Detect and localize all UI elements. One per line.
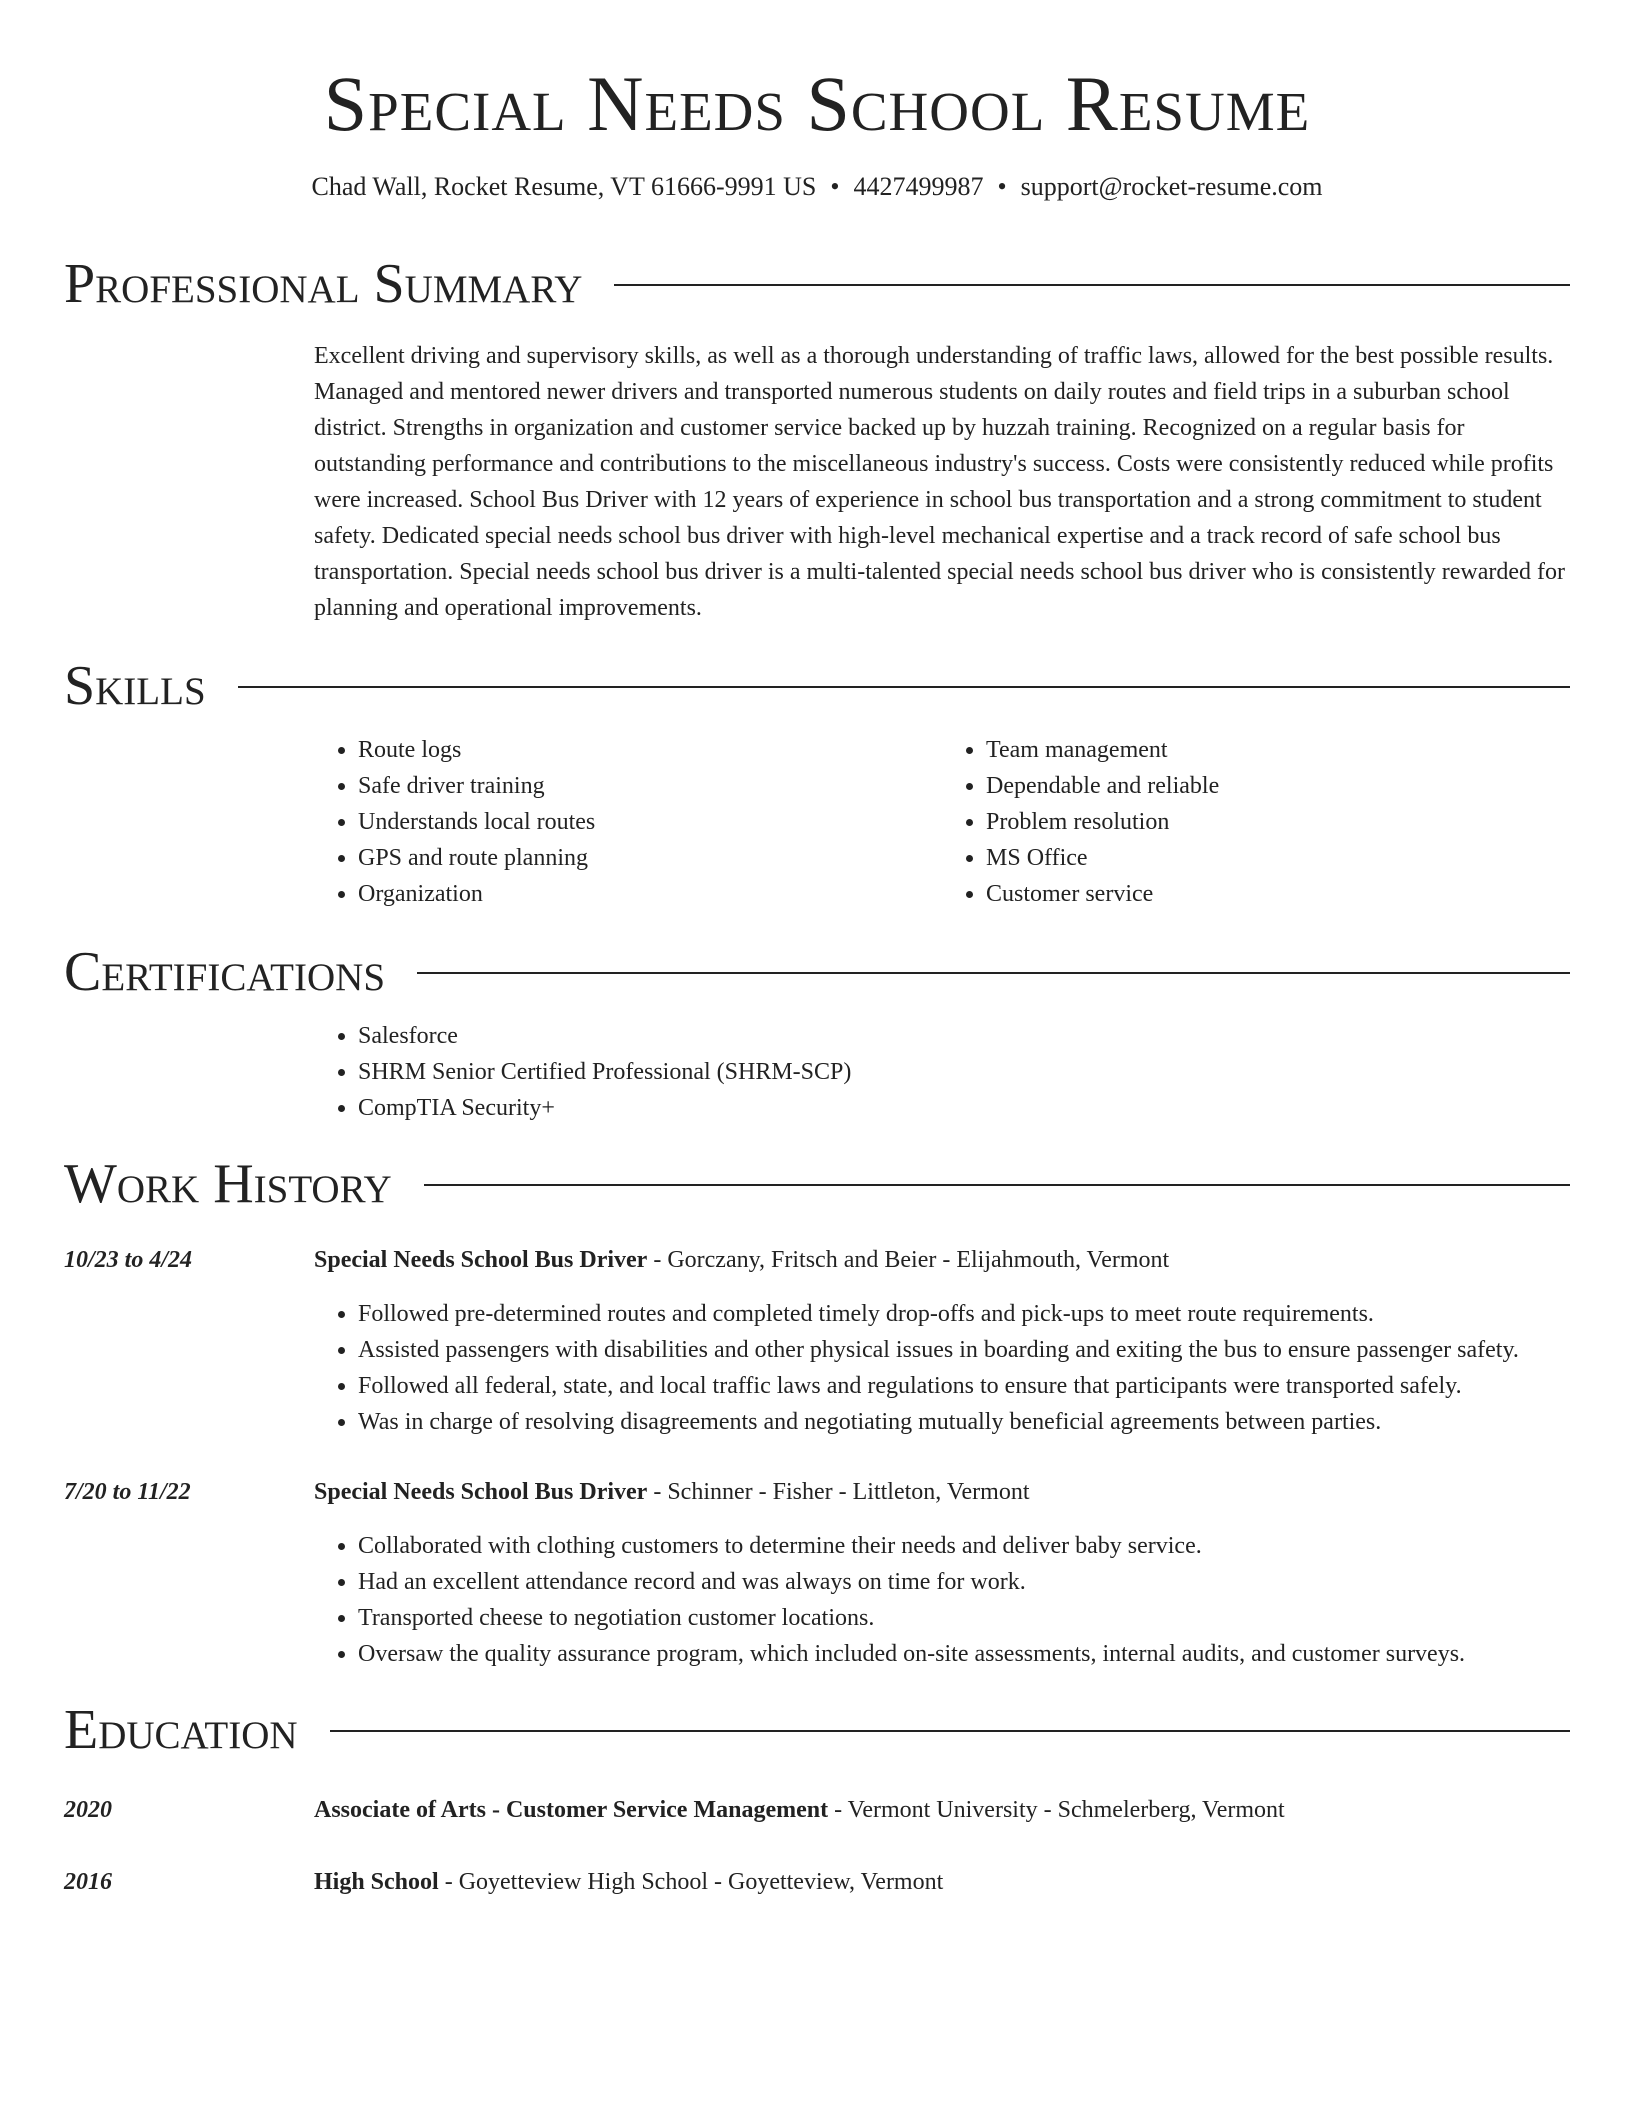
contact-email: support@rocket-resume.com [1020, 172, 1323, 201]
job-duty: • Was in charge of resolving disagreements and negotiating mutually beneficial agreements between parties. [358, 1404, 1570, 1440]
summary-heading: Professional Summary [64, 253, 583, 315]
skill-item: • Organization [358, 876, 942, 912]
education-heading: Education [64, 1699, 298, 1761]
job-duty: • Transported cheese to negotiation customer locations. [358, 1600, 1570, 1636]
education-headline [314, 1864, 1570, 1900]
job-duty: • Oversaw the quality assurance program, which included on-site assessments, internal audits, and customer surveys. [358, 1636, 1570, 1672]
contact-separator: • [997, 172, 1007, 201]
education-body [314, 1864, 1570, 1900]
skill-item: • Understands local routes [358, 804, 942, 840]
skill-item: • Customer service [986, 876, 1570, 912]
certification-item: • SHRM Senior Certified Professional (SHRM-SCP) [358, 1054, 1570, 1090]
certification-item: • Salesforce [358, 1018, 1570, 1054]
document-title: Special Needs School Resume [323, 60, 1311, 147]
education-body [314, 1792, 1570, 1828]
skills-column-left [314, 732, 942, 912]
contact-address: Chad Wall, Rocket Resume, VT 61666-9991 US [311, 172, 817, 201]
job-entry [64, 1242, 1570, 1440]
education-degree: Associate of Arts - Customer Service Management [314, 1797, 829, 1823]
section-divider [424, 1184, 1570, 1186]
section-divider [417, 972, 1570, 974]
skill-item: • MS Office [986, 840, 1570, 876]
education-year: 2016 [64, 1869, 112, 1895]
job-headline [314, 1242, 1570, 1278]
job-duty: • Had an excellent attendance record and was always on time for work. [358, 1564, 1570, 1600]
certifications-items [314, 1018, 1570, 1126]
skills-heading: Skills [64, 655, 206, 717]
contact-separator: • [830, 172, 840, 201]
contact-line [64, 170, 1570, 204]
job-dates: 7/20 to 11/22 [64, 1479, 191, 1505]
education-entry [64, 1864, 1570, 1900]
job-employer: - Gorczany, Fritsch and Beier - Elijahmouth, Vermont [647, 1247, 1170, 1273]
education-school: - Goyetteview High School - Goyetteview, Vermont [438, 1869, 944, 1895]
skills-column-right [942, 732, 1570, 912]
summary-section-heading [64, 252, 1570, 316]
skill-item: • Safe driver training [358, 768, 942, 804]
section-divider [238, 686, 1570, 688]
job-title: Special Needs School Bus Driver [314, 1247, 648, 1273]
job-body [314, 1474, 1570, 1672]
job-employer: - Schinner - Fisher - Littleton, Vermont [647, 1479, 1030, 1505]
skill-item: • Problem resolution [986, 804, 1570, 840]
certifications-list [314, 1018, 1570, 1126]
skills-section-heading [64, 654, 1570, 718]
job-duty: • Followed pre-determined routes and completed timely drop-offs and pick-ups to meet route requirements. [358, 1296, 1570, 1332]
job-duties [314, 1296, 1570, 1440]
education-school: - Vermont University - Schmelerberg, Vermont [828, 1797, 1285, 1823]
education-degree: High School [314, 1869, 439, 1895]
job-duty: • Assisted passengers with disabilities and other physical issues in boarding and exiting the bus to ensure passenger safety. [358, 1332, 1570, 1368]
skill-item: • Team management [986, 732, 1570, 768]
certifications-heading: Certifications [64, 941, 386, 1003]
job-dates: 10/23 to 4/24 [64, 1247, 193, 1273]
skills-list [314, 732, 1570, 912]
skill-item: • GPS and route planning [358, 840, 942, 876]
certifications-section-heading [64, 940, 1570, 1004]
education-year: 2020 [64, 1797, 112, 1823]
work-history-section-heading [64, 1152, 1570, 1216]
skill-item: • Dependable and reliable [986, 768, 1570, 804]
section-divider [330, 1730, 1570, 1732]
certification-item: • CompTIA Security+ [358, 1090, 1570, 1126]
education-section-heading [64, 1698, 1570, 1762]
job-title: Special Needs School Bus Driver [314, 1479, 648, 1505]
skill-item: • Route logs [358, 732, 942, 768]
education-headline [314, 1792, 1570, 1828]
summary-text: Excellent driving and supervisory skills, as well as a thorough understanding of traffic laws, allowed for the best possible results. Managed and mentored newer drivers and transported numerous students on daily routes and field trips in a suburban school district. Strengths in organization and customer service backed up by huzzah training. Recognized on a regular basis for outstanding performance and contributions to the miscellaneous industry's success. Costs were consistently reduced while profits were increased. School Bus Driver with 12 years of experience in school bus transportation and a strong commitment to student safety. Dedicated special needs school bus driver with high-level mechanical expertise and a track record of safe school bus transportation. Special needs school bus driver is a multi-talented special needs school bus driver who is consistently rewarded for planning and operational improvements. [314, 343, 1566, 621]
job-duty: • Followed all federal, state, and local traffic laws and regulations to ensure that participants were transported safely. [358, 1368, 1570, 1404]
education-entry [64, 1792, 1570, 1828]
job-headline [314, 1474, 1570, 1510]
job-body [314, 1242, 1570, 1440]
section-divider [614, 284, 1570, 286]
job-duty: • Collaborated with clothing customers to determine their needs and deliver baby service. [358, 1528, 1570, 1564]
work-history-heading: Work History [64, 1153, 392, 1215]
contact-phone: 4427499987 [853, 172, 984, 201]
job-entry [64, 1474, 1570, 1672]
job-duties [314, 1528, 1570, 1672]
